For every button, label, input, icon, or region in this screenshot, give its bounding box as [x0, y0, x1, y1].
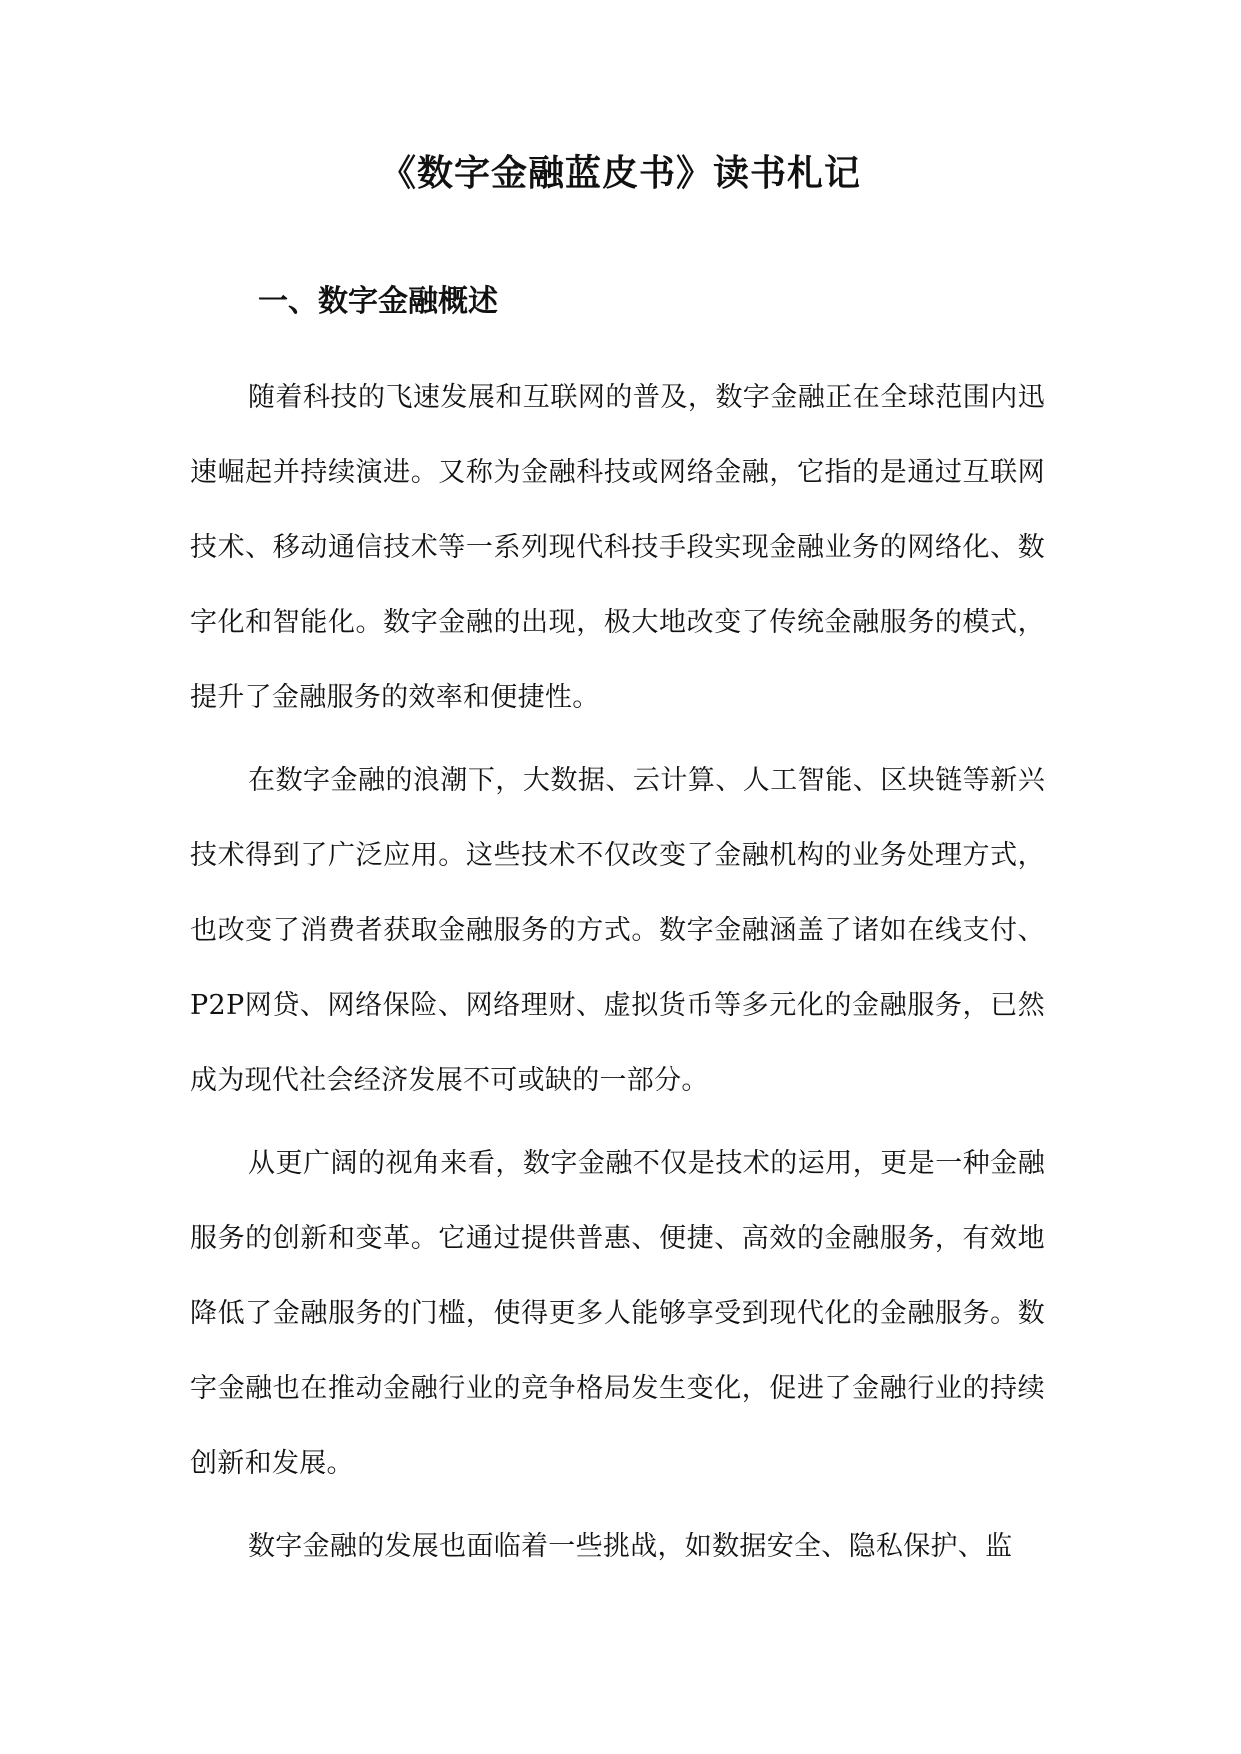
paragraph-3: 从更广阔的视角来看，数字金融不仅是技术的运用，更是一种金融服务的创新和变革。它通过提供普惠、便捷、高效的金融服务，有效地降低了金融服务的门槛，使得更多人能够享受到现代化的金融服务。数字金融也在推动金融行业的竞争格局发生变化，促进了金融行业的持续创新和发展。 [190, 1148, 1045, 1479]
document-title: 《数字金融蓝皮书》读书札记 [379, 153, 861, 194]
paragraph-1: 随着科技的飞速发展和互联网的普及，数字金融正在全球范围内迅速崛起并持续演进。又称为金融科技或网络金融，它指的是通过互联网技术、移动通信技术等一系列现代科技手段实现金融业务的网络化、数字化和智能化。数字金融的出现，极大地改变了传统金融服务的模式，提升了金融服务的效率和便捷性。 [190, 382, 1045, 713]
paragraph-2: 在数字金融的浪潮下，大数据、云计算、人工智能、区块链等新兴技术得到了广泛应用。这些技术不仅改变了金融机构的业务处理方式，也改变了消费者获取金融服务的方式。数字金融涵盖了诸如在线支付、P2P网贷、网络保险、网络理财、虚拟货币等多元化的金融服务，已然成为现代社会经济发展不可或缺的一部分。 [190, 765, 1045, 1096]
section-heading: 一、数字金融概述 [258, 284, 498, 319]
document-body [190, 360, 1045, 1592]
paragraph-4: 数字金融的发展也面临着一些挑战，如数据安全、隐私保护、监 [248, 1531, 1013, 1562]
